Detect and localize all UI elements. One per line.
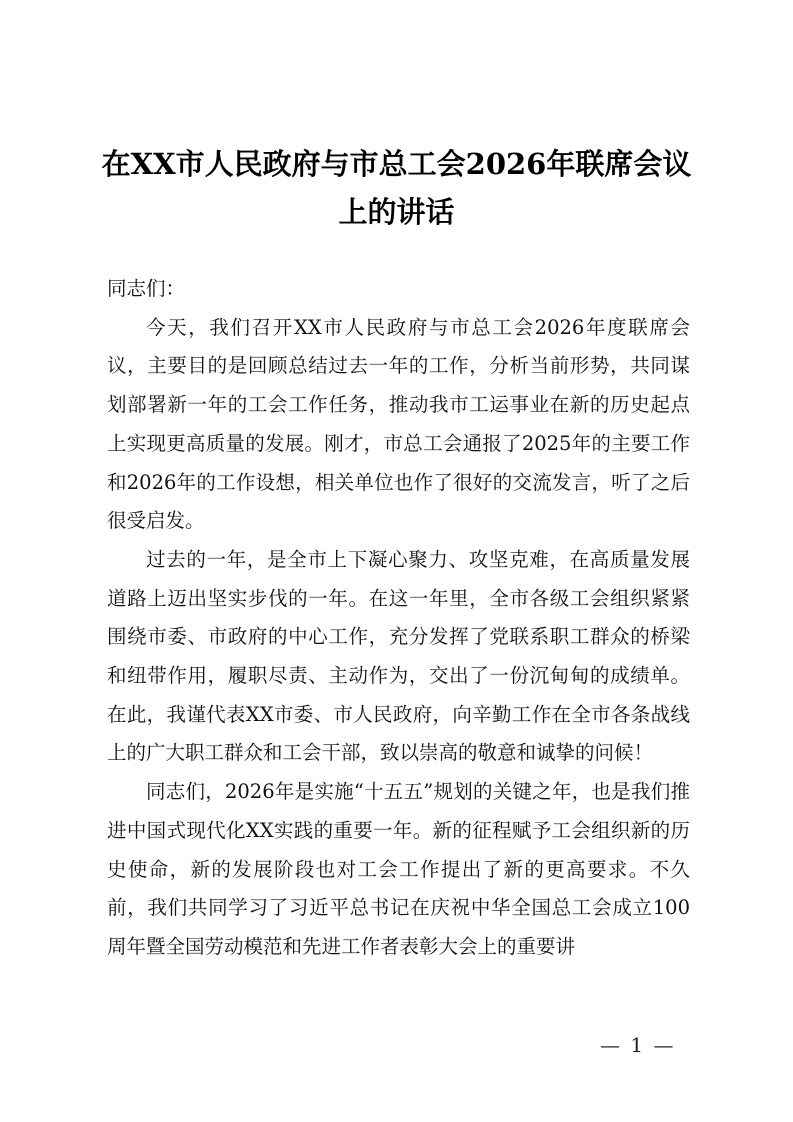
paragraph-outlook: 同志们，2026年是实施“十五五”规划的关键之年，也是我们推进中国式现代化XX实践的重要一年。新的征程赋予工会组织新的历史使命，新的发展阶段也对工会工作提出了新的更高要求。不久前，我们共同学习了习近平总书记在庆祝中华全国总工会成立100周年暨全国劳动模范和先进工作者表彰大会上的重要讲 [107,780,690,958]
salutation: 同志们： [107,277,186,300]
speech-body [107,270,690,967]
page-number: — 1 — [600,1033,676,1057]
title-line-1: 在XX市人民政府与市总工会2026年联席会议 [101,147,692,181]
paragraph-opening: 今天，我们召开XX市人民政府与市总工会2026年度联席会议，主要目的是回顾总结过去一年的工作，分析当前形势，共同谋划部署新一年的工会工作任务，推动我市工运事业在新的历史起点上实现更高质量的发展。刚才，市总工会通报了2025年的主要工作和2026年的工作设想，相关单位也作了很好的交流发言，听了之后很受启发。 [107,315,690,533]
title-line-2: 上的讲话 [338,195,455,229]
document-title [90,140,703,236]
paragraph-review: 过去的一年，是全市上下凝心聚力、攻坚克难，在高质量发展道路上迈出坚实步伐的一年。在这一年里，全市各级工会组织紧紧围绕市委、市政府的中心工作，充分发挥了党联系职工群众的桥梁和纽带作用，履职尽责、主动作为，交出了一份沉甸甸的成绩单。在此，我谨代表XX市委、市人民政府，向辛勤工作在全市各条战线上的广大职工群众和工会干部，致以崇高的敬意和诚挚的问候！ [107,547,690,765]
